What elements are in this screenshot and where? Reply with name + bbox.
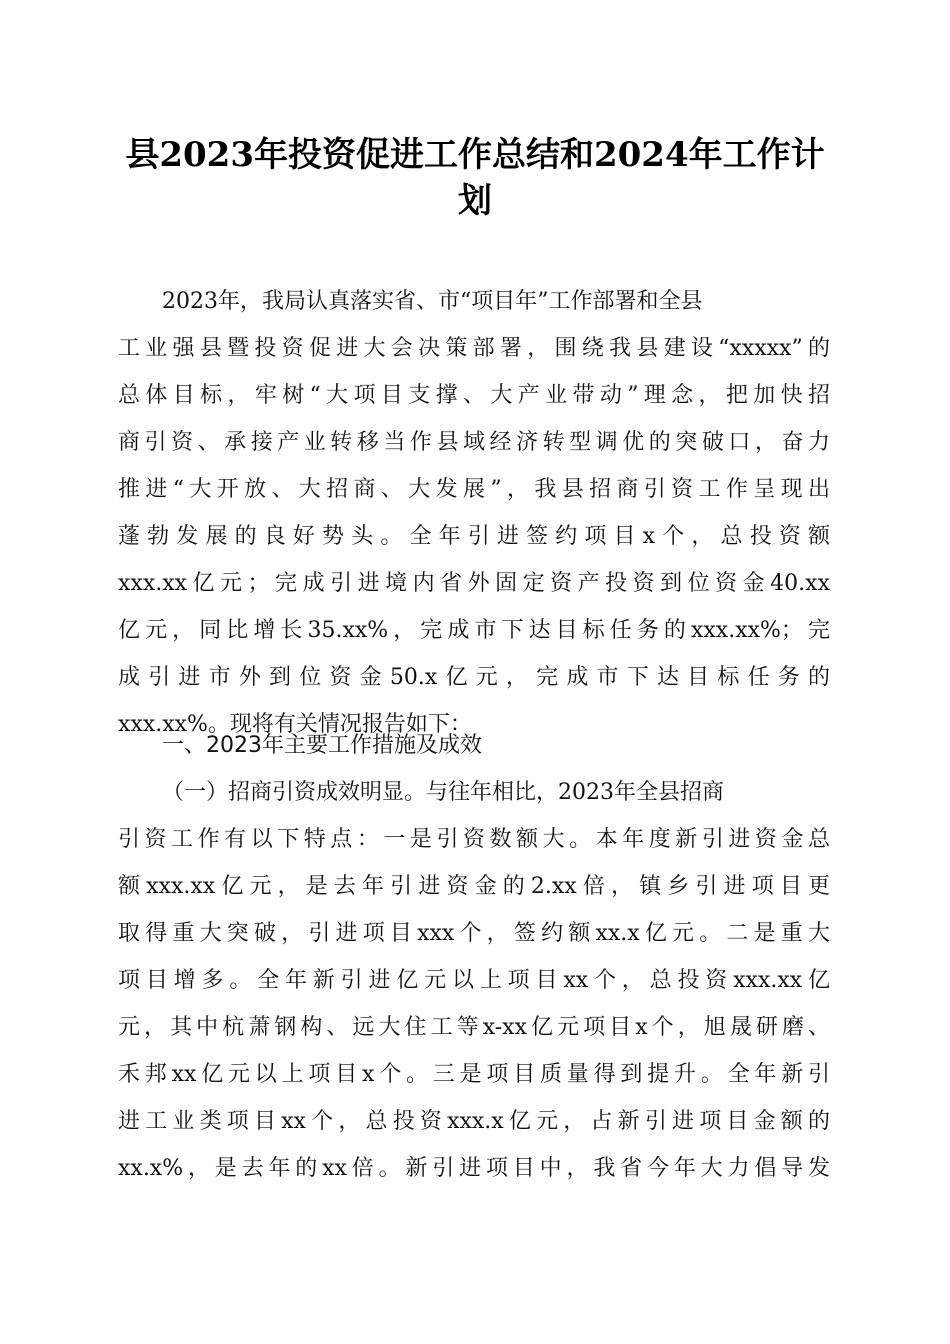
section-1-paragraph: [118, 769, 830, 1192]
section-1-line: 额xxx.xx亿元，是去年引进资金的2.xx倍，镇乡引进项目更: [118, 874, 830, 899]
intro-line: 蓬勃发展的良好势头。全年引进签约项目x个，总投资额: [118, 524, 830, 549]
title-line-2: 划: [458, 181, 492, 221]
intro-line: xxx.xx%。现将有关情况报告如下：: [118, 712, 472, 737]
document-title: [110, 132, 840, 224]
intro-line: 商引资、承接产业转移当作县域经济转型调优的突破口，奋力: [118, 430, 830, 455]
section-heading: 一、2023年主要工作措施及成效: [162, 733, 482, 758]
intro-paragraph: [118, 278, 830, 748]
intro-line: 成引进市外到位资金50.x亿元，完成市下达目标任务的: [118, 665, 830, 690]
title-line-1: 县2023年投资促进工作总结和2024年工作计: [125, 135, 825, 175]
section-1-line: 取得重大突破，引进项目xxx个，签约额xx.x亿元。二是重大: [118, 921, 830, 946]
section-1-line: 进工业类项目xx个，总投资xxx.x亿元，占新引进项目金额的: [118, 1109, 830, 1134]
intro-line: 2023年，我局认真落实省、市“项目年”工作部署和全县: [162, 289, 703, 314]
intro-line: xxx.xx亿元；完成引进境内省外固定资产投资到位资金40.xx: [118, 571, 830, 596]
intro-line: 工业强县暨投资促进大会决策部署，围绕我县建设“xxxxx”的: [118, 336, 830, 361]
section-1-line: 禾邦xx亿元以上项目x个。三是项目质量得到提升。全年新引: [118, 1062, 830, 1087]
intro-line: 亿元，同比增长35.xx%，完成市下达目标任务的xxx.xx%；完: [118, 618, 830, 643]
section-1-line: xx.x%，是去年的xx倍。新引进项目中，我省今年大力倡导发: [118, 1156, 830, 1181]
section-1-line: 引资工作有以下特点：一是引资数额大。本年度新引进资金总: [118, 827, 830, 852]
section-1-line: （一）招商引资成效明显。与往年相比，2023年全县招商: [162, 780, 724, 805]
section-1-line: 项目增多。全年新引进亿元以上项目xx个，总投资xxx.xx亿: [118, 968, 830, 993]
section-1-line: 元，其中杭萧钢构、远大住工等x-xx亿元项目x个，旭晟研磨、: [118, 1015, 830, 1040]
intro-line: 推进“大开放、大招商、大发展”，我县招商引资工作呈现出: [118, 477, 830, 502]
intro-line: 总体目标，牢树“大项目支撑、大产业带动”理念，把加快招: [118, 383, 830, 408]
